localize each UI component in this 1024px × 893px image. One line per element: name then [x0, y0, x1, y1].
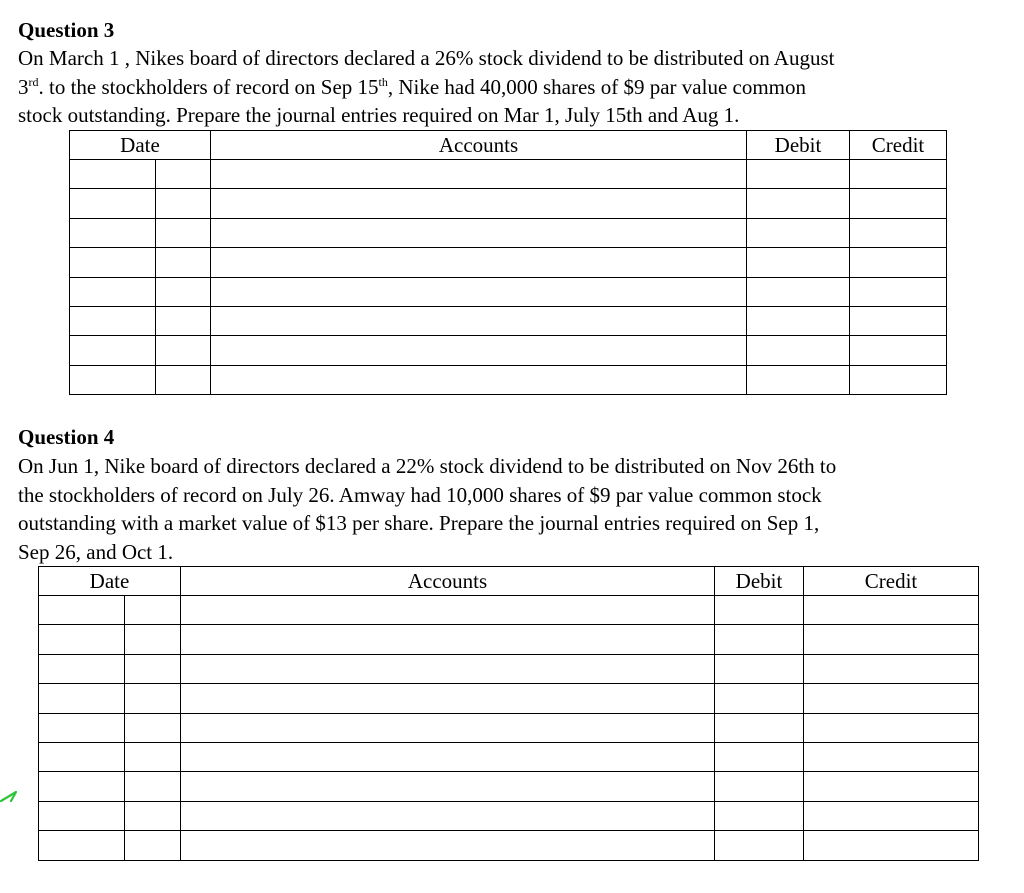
debit-cell[interactable]: [747, 277, 850, 306]
question-3-title: Question 3: [18, 18, 115, 42]
journal-row: [39, 596, 979, 625]
journal-row: [70, 365, 947, 394]
question-3-line-1: On March 1 , Nikes board of directors declared a 26% stock dividend to be distributed on August: [18, 46, 835, 70]
debit-column-header: Debit: [747, 131, 850, 160]
question-3-line-2: 3rd. to the stockholders of record on Sep 15th, Nike had 40,000 shares of $9 par value common: [18, 74, 807, 99]
journal-row: [39, 772, 979, 801]
credit-cell[interactable]: [804, 625, 979, 654]
debit-cell[interactable]: [715, 742, 804, 771]
credit-cell[interactable]: [804, 831, 979, 860]
date-day-cell[interactable]: [125, 596, 181, 625]
date-day-cell[interactable]: [156, 248, 211, 277]
accounts-cell[interactable]: [181, 596, 715, 625]
date-month-cell[interactable]: [39, 654, 125, 683]
journal-row: [70, 277, 947, 306]
credit-column-header: Credit: [804, 567, 979, 596]
date-month-cell[interactable]: [70, 218, 156, 247]
question-4-line-1: On Jun 1, Nike board of directors declared a 22% stock dividend to be distributed on Nov 26th to: [18, 454, 837, 478]
credit-cell[interactable]: [850, 365, 947, 394]
date-day-cell[interactable]: [156, 189, 211, 218]
date-day-cell[interactable]: [156, 306, 211, 335]
accounts-cell[interactable]: [181, 801, 715, 830]
date-month-cell[interactable]: [70, 248, 156, 277]
date-month-cell[interactable]: [70, 336, 156, 365]
debit-cell[interactable]: [715, 684, 804, 713]
credit-cell[interactable]: [804, 713, 979, 742]
question-3-table-body: [70, 160, 947, 395]
accounts-cell[interactable]: [211, 248, 747, 277]
accounts-cell[interactable]: [181, 742, 715, 771]
journal-row: [70, 306, 947, 335]
debit-cell[interactable]: [715, 713, 804, 742]
journal-row: [39, 801, 979, 830]
credit-cell[interactable]: [850, 218, 947, 247]
credit-cell[interactable]: [804, 684, 979, 713]
question-3-journal-table: [69, 130, 947, 395]
date-day-cell[interactable]: [125, 625, 181, 654]
date-day-cell[interactable]: [156, 277, 211, 306]
debit-cell[interactable]: [747, 365, 850, 394]
date-month-cell[interactable]: [70, 160, 156, 189]
date-day-cell[interactable]: [125, 801, 181, 830]
credit-cell[interactable]: [850, 248, 947, 277]
question-4-line-3: outstanding with a market value of $13 per share. Prepare the journal entries required on Sep 1,: [18, 511, 820, 535]
accounts-cell[interactable]: [181, 625, 715, 654]
date-day-cell[interactable]: [156, 336, 211, 365]
journal-row: [70, 336, 947, 365]
accounts-column-header: Accounts: [181, 567, 715, 596]
date-month-cell[interactable]: [39, 625, 125, 654]
date-day-cell[interactable]: [156, 218, 211, 247]
question-4-journal-table: [38, 566, 979, 861]
question-4-text: [18, 452, 836, 566]
journal-row: [70, 160, 947, 189]
journal-row: [39, 625, 979, 654]
credit-cell[interactable]: [804, 596, 979, 625]
date-day-cell[interactable]: [156, 160, 211, 189]
date-column-header: Date: [70, 131, 211, 160]
credit-cell[interactable]: [850, 277, 947, 306]
question-3-text: [18, 44, 834, 130]
debit-cell[interactable]: [715, 596, 804, 625]
credit-cell[interactable]: [804, 772, 979, 801]
debit-cell[interactable]: [747, 336, 850, 365]
date-column-header: Date: [39, 567, 181, 596]
debit-cell[interactable]: [747, 218, 850, 247]
credit-cell[interactable]: [804, 742, 979, 771]
debit-column-header: Debit: [715, 567, 804, 596]
accounts-cell[interactable]: [181, 713, 715, 742]
accounts-cell[interactable]: [211, 160, 747, 189]
accounts-cell[interactable]: [211, 306, 747, 335]
debit-cell[interactable]: [715, 772, 804, 801]
date-day-cell[interactable]: [125, 713, 181, 742]
journal-row: [70, 248, 947, 277]
credit-cell[interactable]: [804, 654, 979, 683]
debit-cell[interactable]: [747, 306, 850, 335]
credit-cell[interactable]: [850, 336, 947, 365]
green-pen-mark: [0, 788, 20, 804]
question-4-table-body: [39, 596, 979, 861]
journal-row: [70, 218, 947, 247]
date-month-cell[interactable]: [39, 684, 125, 713]
debit-cell[interactable]: [715, 801, 804, 830]
date-month-cell[interactable]: [70, 277, 156, 306]
date-day-cell[interactable]: [125, 654, 181, 683]
debit-cell[interactable]: [715, 625, 804, 654]
date-month-cell[interactable]: [39, 772, 125, 801]
accounts-cell[interactable]: [181, 654, 715, 683]
debit-cell[interactable]: [715, 831, 804, 860]
date-month-cell[interactable]: [39, 742, 125, 771]
question-4-line-2: the stockholders of record on July 26. Amway had 10,000 shares of $9 par value common stock: [18, 482, 822, 507]
journal-row: [70, 189, 947, 218]
question-3-line-3: stock outstanding. Prepare the journal entries required on Mar 1, July 15th and Aug 1.: [18, 103, 740, 127]
green-pen-stroke: [1, 792, 16, 801]
date-day-cell[interactable]: [125, 831, 181, 860]
journal-row: [39, 831, 979, 860]
accounts-cell[interactable]: [211, 218, 747, 247]
credit-cell[interactable]: [850, 160, 947, 189]
accounts-cell[interactable]: [181, 772, 715, 801]
accounts-cell[interactable]: [211, 365, 747, 394]
journal-row: [39, 742, 979, 771]
date-month-cell[interactable]: [70, 189, 156, 218]
journal-row: [39, 654, 979, 683]
date-day-cell[interactable]: [125, 772, 181, 801]
debit-cell[interactable]: [747, 189, 850, 218]
date-month-cell[interactable]: [39, 713, 125, 742]
accounts-column-header: Accounts: [211, 131, 747, 160]
date-month-cell[interactable]: [39, 831, 125, 860]
credit-cell[interactable]: [850, 189, 947, 218]
date-month-cell[interactable]: [70, 306, 156, 335]
debit-cell[interactable]: [747, 248, 850, 277]
credit-cell[interactable]: [804, 801, 979, 830]
accounts-cell[interactable]: [181, 684, 715, 713]
accounts-cell[interactable]: [211, 336, 747, 365]
journal-row: [39, 684, 979, 713]
debit-cell[interactable]: [715, 654, 804, 683]
accounts-cell[interactable]: [181, 831, 715, 860]
credit-cell[interactable]: [850, 306, 947, 335]
date-day-cell[interactable]: [125, 684, 181, 713]
date-month-cell[interactable]: [39, 596, 125, 625]
credit-column-header: Credit: [850, 131, 947, 160]
date-day-cell[interactable]: [156, 365, 211, 394]
journal-row: [39, 713, 979, 742]
accounts-cell[interactable]: [211, 189, 747, 218]
question-4-line-4: Sep 26, and Oct 1.: [18, 539, 174, 564]
date-day-cell[interactable]: [125, 742, 181, 771]
date-month-cell[interactable]: [39, 801, 125, 830]
date-month-cell[interactable]: [70, 365, 156, 394]
debit-cell[interactable]: [747, 160, 850, 189]
question-4-title: Question 4: [18, 425, 115, 449]
accounts-cell[interactable]: [211, 277, 747, 306]
